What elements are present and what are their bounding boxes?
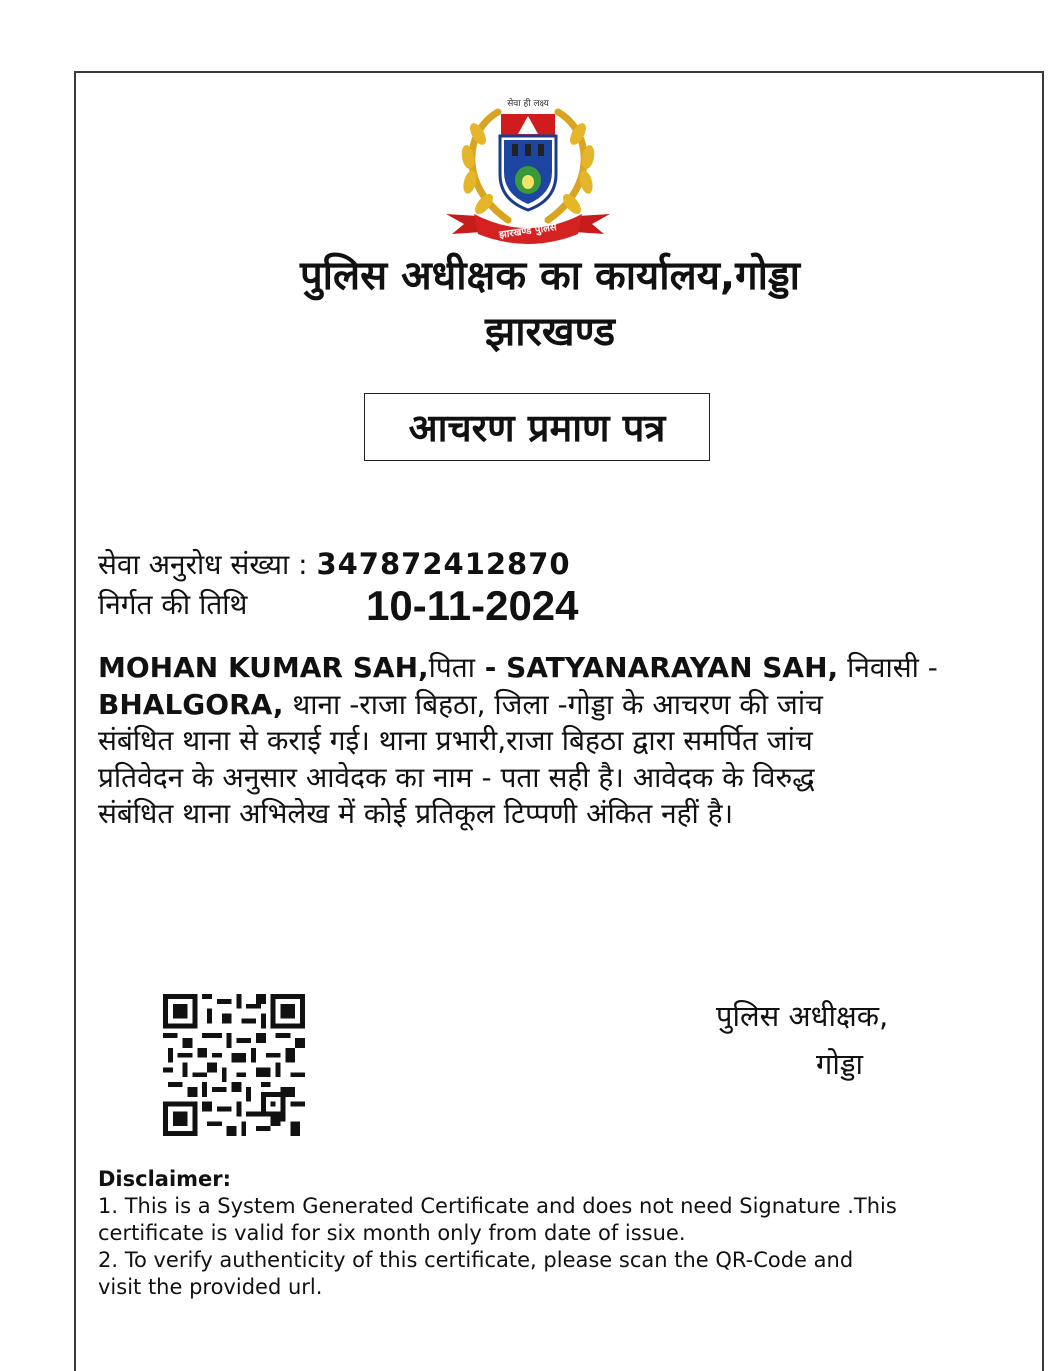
disclaimer-line: certificate is valid for six month only from date of issue. (98, 1221, 686, 1245)
disclaimer-line: 2. To verify authenticity of this certificate, please scan the QR-Code and (98, 1248, 854, 1272)
body-line-text: थाना -राजा बिहठा, जिला -गोड्डा के आचरण की जांच (283, 687, 823, 721)
emblem-ribbon: झारखण्ड पुलिस (498, 222, 558, 241)
issue-date-row (98, 582, 579, 629)
service-request-label: सेवा अनुरोध संख्या : (98, 548, 308, 581)
office-state: झारखण्ड (484, 309, 616, 355)
signatory-designation: पुलिस अधीक्षक, (716, 999, 889, 1033)
resident-label: निवासी - (838, 651, 938, 684)
body-line: संबंधित थाना अभिलेख में कोई प्रतिकूल टिप्पणी अंकित नहीं है। (98, 797, 734, 830)
service-request-row (98, 545, 571, 583)
father-label: पिता (428, 651, 476, 684)
body-line (98, 650, 1028, 687)
issue-date-label: निर्गत की तिथि (98, 588, 248, 621)
signatory-district: गोड्डा (816, 1047, 864, 1081)
office-title: पुलिस अधीक्षक का कार्यालय,गोड्डा (299, 253, 801, 299)
certificate-title: आचरण प्रमाण पत्र (364, 393, 710, 461)
residence-place: BHALGORA, (98, 687, 284, 721)
certificate-body (98, 650, 1028, 833)
service-request-number: 347872412870 (316, 547, 571, 581)
body-line (98, 687, 1028, 724)
body-line: प्रतिवेदन के अनुसार आवेदक का नाम - पता सही है। आवेदक के विरुद्ध (98, 760, 815, 794)
father-name: SATYANARAYAN SAH, (506, 651, 839, 684)
body-line: संबंधित थाना से कराई गई। थाना प्रभारी,राजा बिहठा द्वारा समर्पित जांच (98, 724, 813, 757)
qr-code-icon (163, 994, 305, 1136)
disclaimer-line: visit the provided url. (98, 1275, 323, 1299)
applicant-name: MOHAN KUMAR SAH, (98, 651, 429, 684)
disclaimer-heading: Disclaimer: (98, 1167, 232, 1191)
issue-date-value: 10-11-2024 (366, 582, 579, 629)
disclaimer-line: 1. This is a System Generated Certificate and does not need Signature .This (98, 1194, 897, 1218)
verification-qr-code[interactable] (163, 994, 305, 1136)
police-crest-icon (438, 92, 618, 252)
disclaimer-section (98, 1166, 1018, 1301)
emblem-motto: सेवा ही लक्ष्य (507, 99, 549, 109)
dash: - (475, 651, 507, 684)
jharkhand-police-emblem (438, 92, 618, 252)
